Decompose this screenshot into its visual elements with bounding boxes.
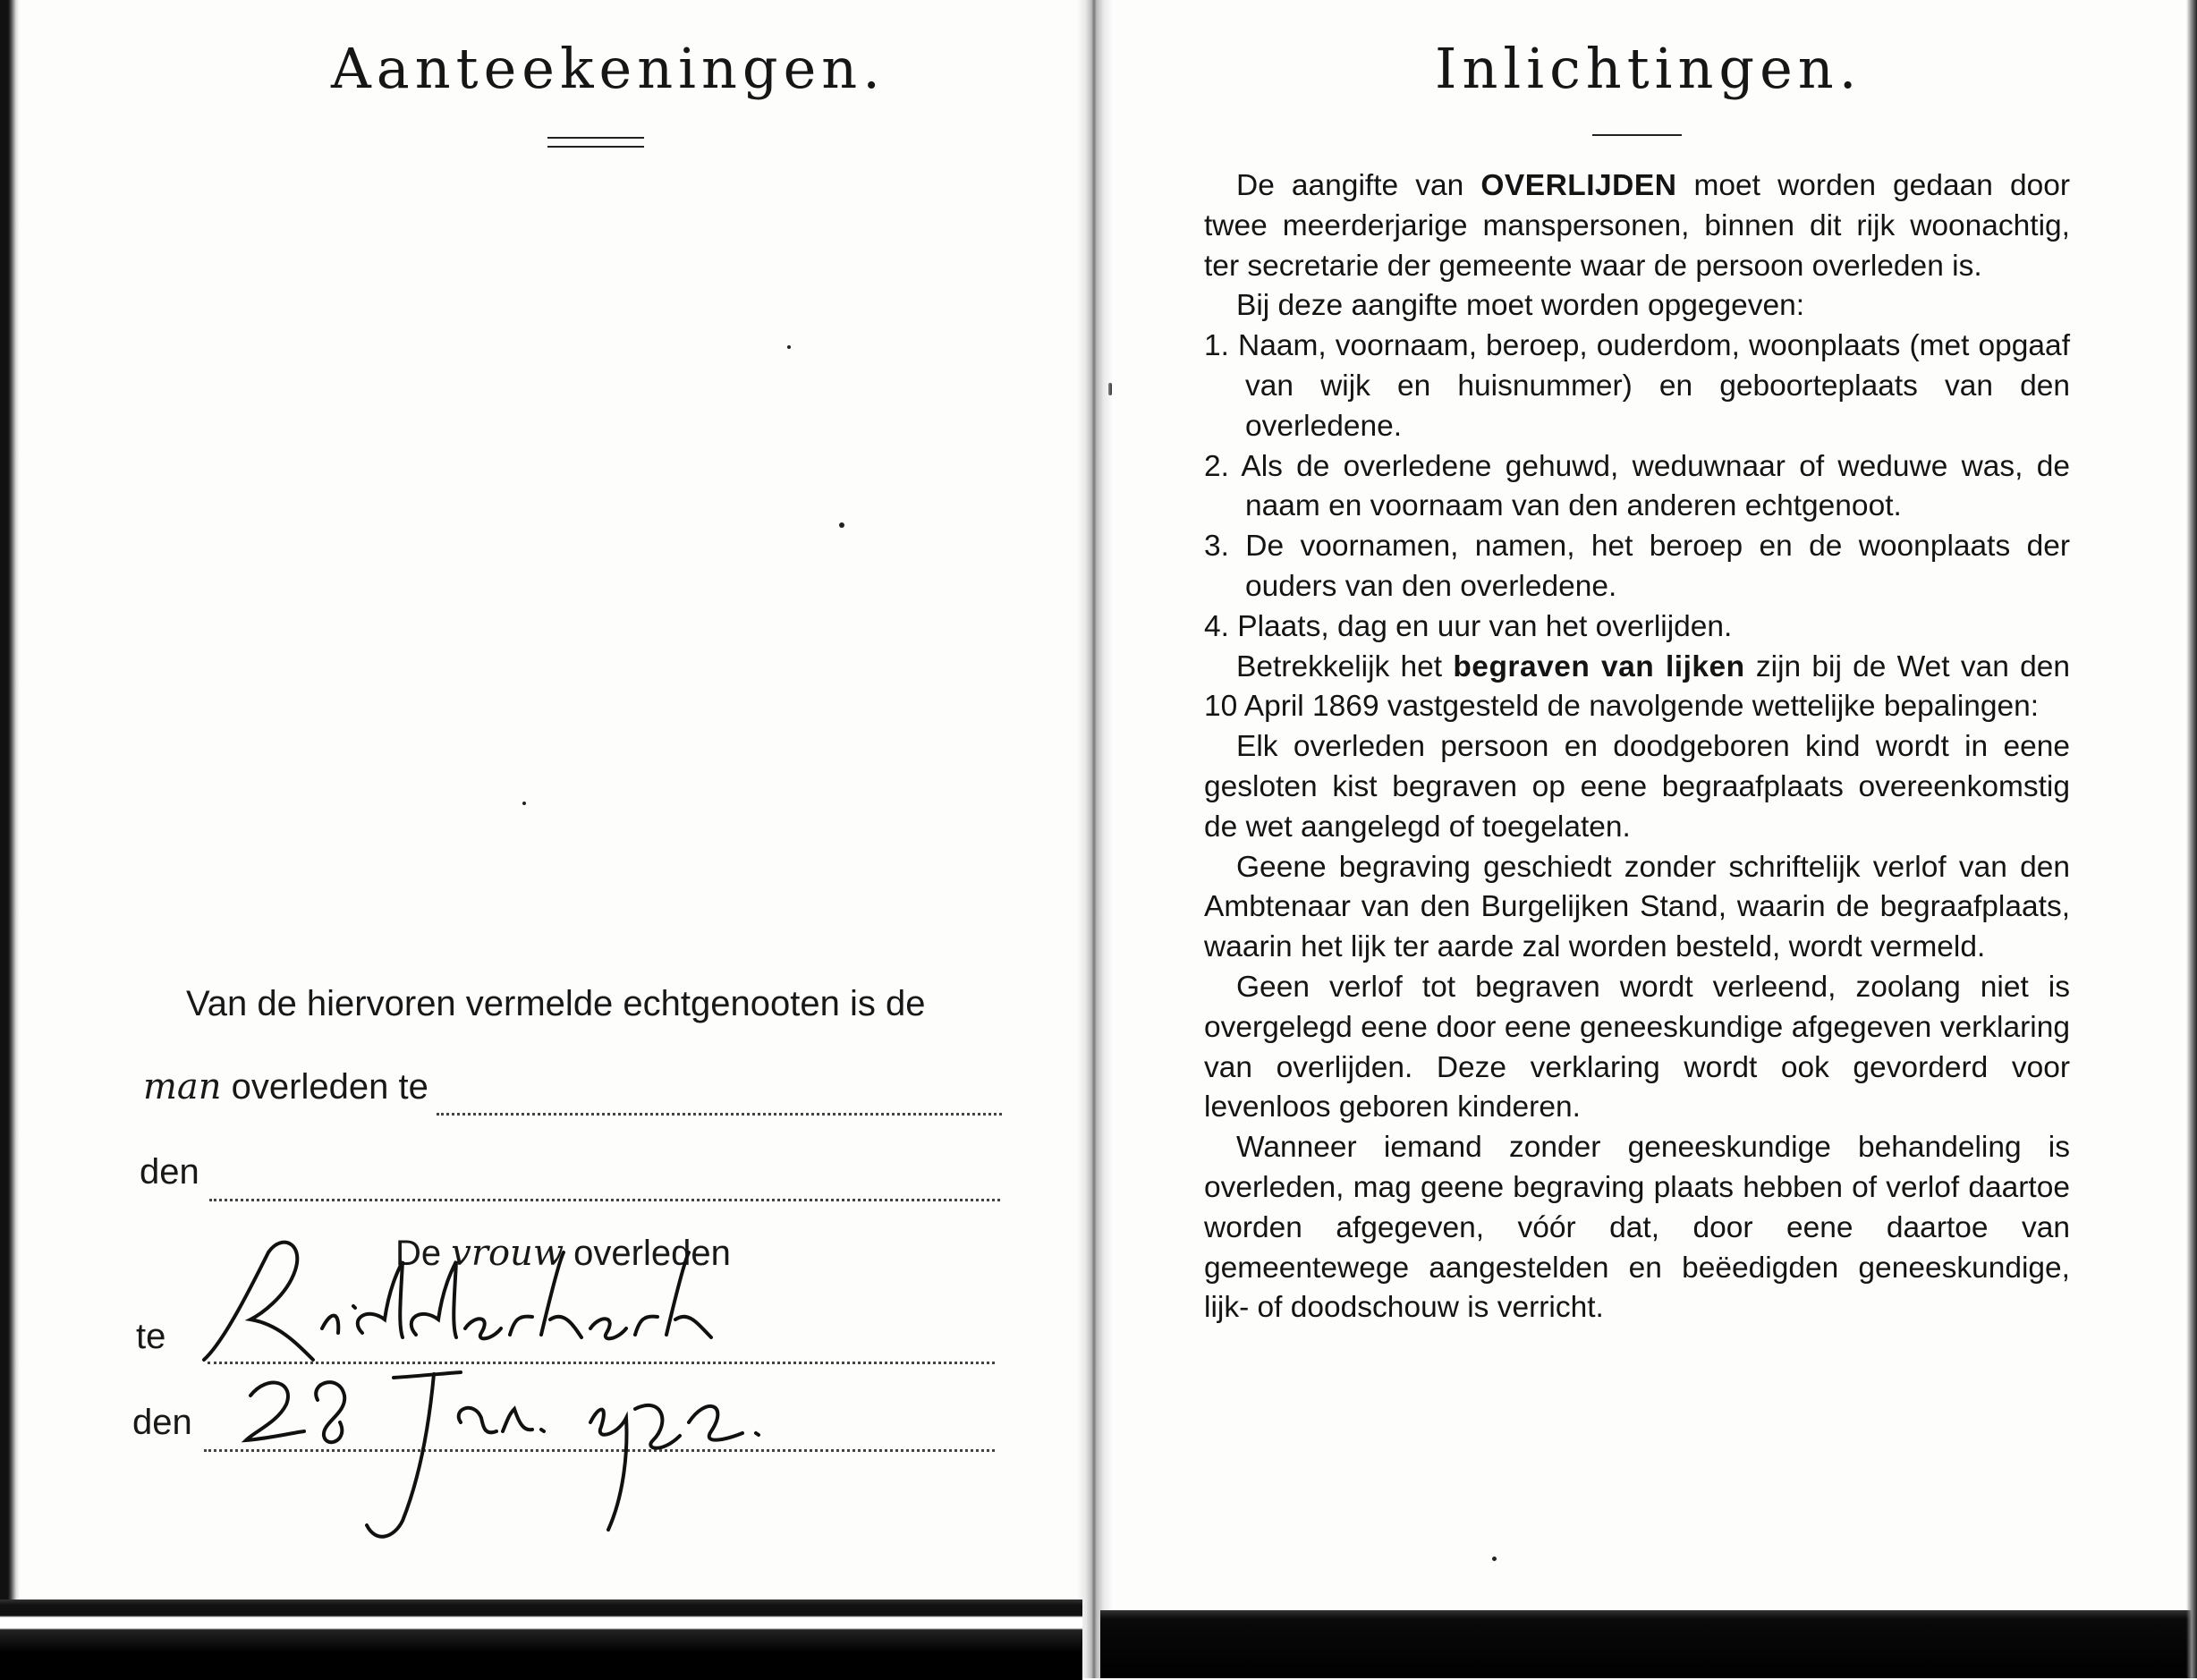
p3-text-b: zijn bij de Wet van den 10 April 1869 vastgesteld de navolgende wettelijke bepalingen:: [1204, 649, 2070, 724]
p1-text-b: moet worden gedaan door twee meerderjarige manspersonen, binnen dit rijk woonachtig, ter secretarie der gemeente waar de persoon overleden is.: [1204, 169, 2070, 283]
heading-double-rule-bottom: [547, 146, 644, 148]
paragraph-kist: Elk overleden persoon en doodgeboren kind wordt in eene gesloten kist begraven op eene begraafplaats overeenkomstig de wet aangelegd of toegelaten.: [1204, 730, 2070, 844]
paragraph-begraven: [1204, 648, 2070, 728]
paragraph-verklaring: Geen verlof tot begraven wordt verleend, zoolang niet is overgelegd eene door eene geneeskundige afgegeven verklaring van overlijden. Deze verklaring wordt ook gevorderd voor levenloos geboren kinderen.: [1204, 970, 2070, 1124]
handwritten-date-signature: [242, 1369, 814, 1548]
paper-speck: [1492, 1557, 1497, 1561]
form-intro-text: Van de hiervoren vermelde echtgenooten is de: [186, 984, 926, 1023]
left-page: [0, 0, 1093, 1678]
information-text: [1204, 166, 2070, 1328]
vrouw-overleden-label: overleden: [564, 1234, 731, 1273]
man-death-date-label: den: [140, 1152, 199, 1192]
p1-text-a: De aangifte van: [1236, 169, 1481, 202]
p3-text-a: Betrekkelijk het: [1236, 649, 1454, 683]
man-place-label: overleden te: [221, 1067, 428, 1107]
vrouw-label: vrouw: [451, 1233, 564, 1274]
paper-speck: [787, 345, 791, 349]
paper-speck: [522, 802, 526, 805]
handwritten-place-signature: [197, 1235, 751, 1369]
paragraph-verlof: Geene begraving geschiedt zonder schriftelijk verlof van den Ambtenaar van den Burgelijken Stand, waarin de begraafplaats, waarin het lijk ter aarde zal worden besteld, wordt vermeld.: [1204, 850, 2070, 964]
paper-speck: [839, 522, 844, 528]
man-date-field[interactable]: [209, 1199, 1000, 1201]
heading-double-rule-top: [547, 137, 644, 139]
book-bottom-edge-left: [0, 1599, 1082, 1680]
left-page-heading: Aanteekeningen.: [331, 36, 886, 101]
paragraph-aangifte: [1204, 166, 2070, 286]
book-bottom-edge-right: [1100, 1610, 2197, 1678]
right-page-heading: Inlichtingen.: [1435, 36, 1862, 101]
p1-bold: OVERLIJDEN: [1480, 169, 1677, 202]
man-place-field[interactable]: [437, 1113, 1002, 1116]
vrouw-prefix: De: [395, 1234, 452, 1273]
man-death-place-line: [143, 1066, 428, 1107]
book-right-edge: [2186, 0, 2197, 1678]
list-item: 3. De voornamen, namen, het beroep en de woonplaats der ouders van den overledene.: [1204, 530, 2070, 603]
list-item: 4. Plaats, dag en uur van het overlijden.: [1204, 609, 1733, 643]
woman-date-label: den: [132, 1403, 192, 1442]
list-item: 2. Als de overledene gehuwd, weduwnaar of weduwe was, de naam en voornaam van den anderen echtgenoot.: [1204, 449, 2070, 523]
man-label: man: [143, 1066, 222, 1107]
woman-place-label: te: [136, 1317, 166, 1356]
right-page: [1093, 0, 2197, 1678]
book-gutter: [1077, 0, 1113, 1678]
paragraph-opgegeven: Bij deze aangifte moet worden opgegeven:: [1236, 289, 1805, 323]
heading-rule: [1592, 134, 1682, 136]
paragraph-doodschouw: Wanneer iemand zonder geneeskundige behandeling is overleden, mag geene begraving plaats hebben of verlof daartoe worden afgegeven, vóór dat, door eene daartoe van gemeentewege aangestelden en beëedigden geneeskundige, lijk- of doodschouw is verricht.: [1204, 1131, 2070, 1325]
p3-bold: begraven van lijken: [1453, 649, 1745, 683]
book-cover-edge: [0, 0, 20, 1678]
list-item: 1. Naam, voornaam, beroep, ouderdom, woonplaats (met opgaaf van wijk en huisnummer) en geboorteplaats van den overledene.: [1204, 329, 2070, 443]
